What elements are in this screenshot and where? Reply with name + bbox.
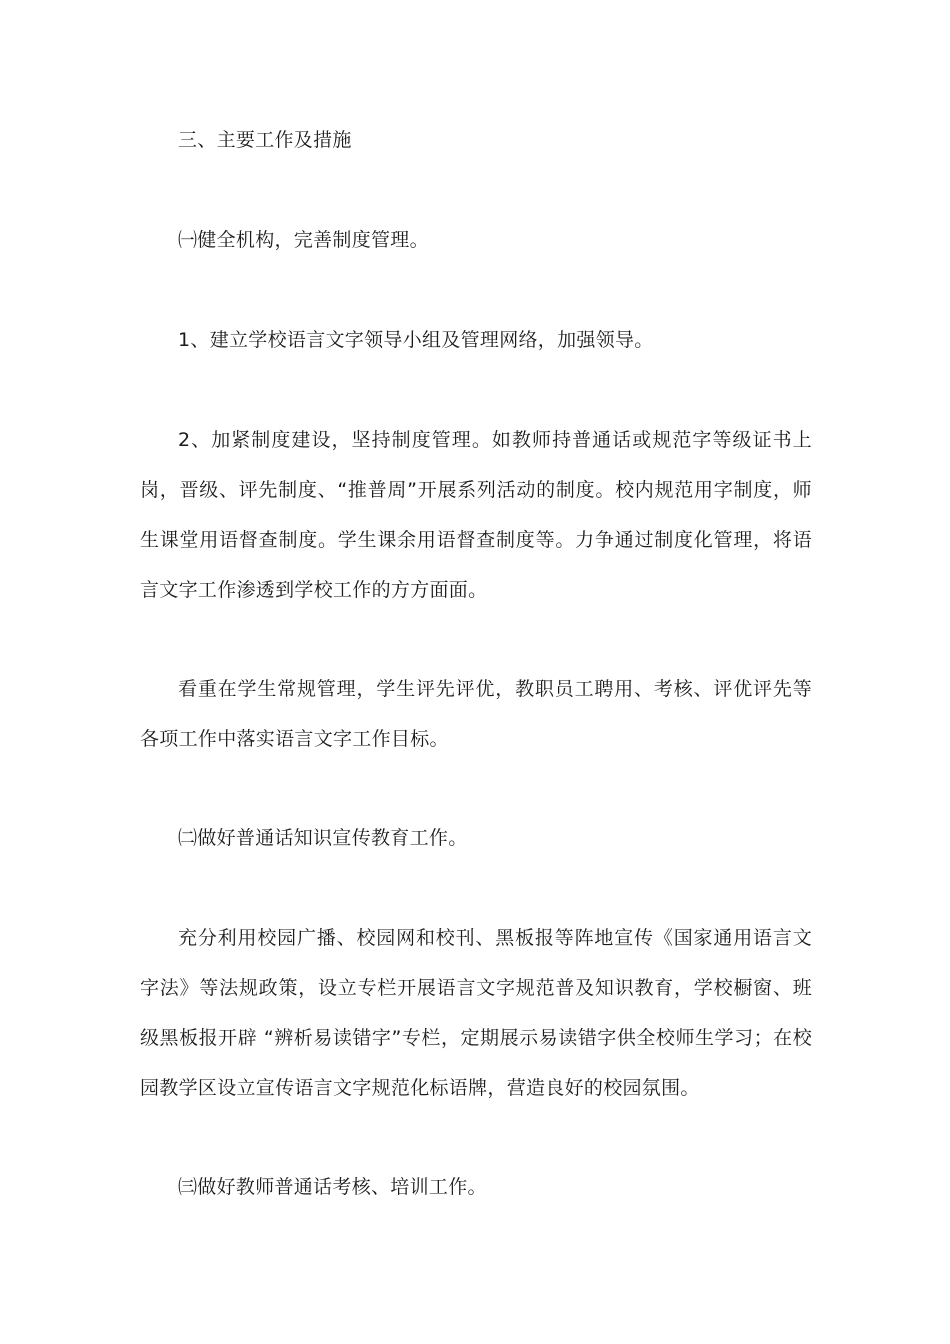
subsection-heading-3: ㈢做好教师普通话考核、培训工作。 — [178, 1176, 487, 1198]
subsection-heading-2: ㈡做好普通话知识宣传教育工作。 — [178, 827, 468, 849]
list-item-2: 2、加紧制度建设，坚持制度管理。如教师持普通话或规范字等级证书上岗，晋级、评先制度、“推普周”开展系列活动的制度。校内规范用字制度，师生课堂用语督查制度。学生课余用语督查制度等。力争通过制度化管理，将语言文字工作渗透到学校工作的方方面面。 — [140, 429, 812, 601]
focus-paragraph: 看重在学生常规管理，学生评先评优，教职员工聘用、考核、评优评先等各项工作中落实语言文字工作目标。 — [140, 678, 812, 750]
list-item-1: 1、建立学校语言文字领导小组及管理网络，加强领导。 — [178, 329, 654, 351]
subsection-heading-1: ㈠健全机构，完善制度管理。 — [178, 229, 429, 251]
publicity-paragraph: 充分利用校园广播、校园网和校刊、黑板报等阵地宣传《国家通用语言文字法》等法规政策，设立专栏开展语言文字规范普及知识教育，学校橱窗、班级黑板报开辟 “辨析易读错字”专栏，定期展示易读错字供全校师生学习；在校园教学区设立宣传语言文字规范化标语牌，营造良好的校园氛围。 — [140, 927, 812, 1099]
section-title: 三、主要工作及措施 — [178, 129, 352, 151]
